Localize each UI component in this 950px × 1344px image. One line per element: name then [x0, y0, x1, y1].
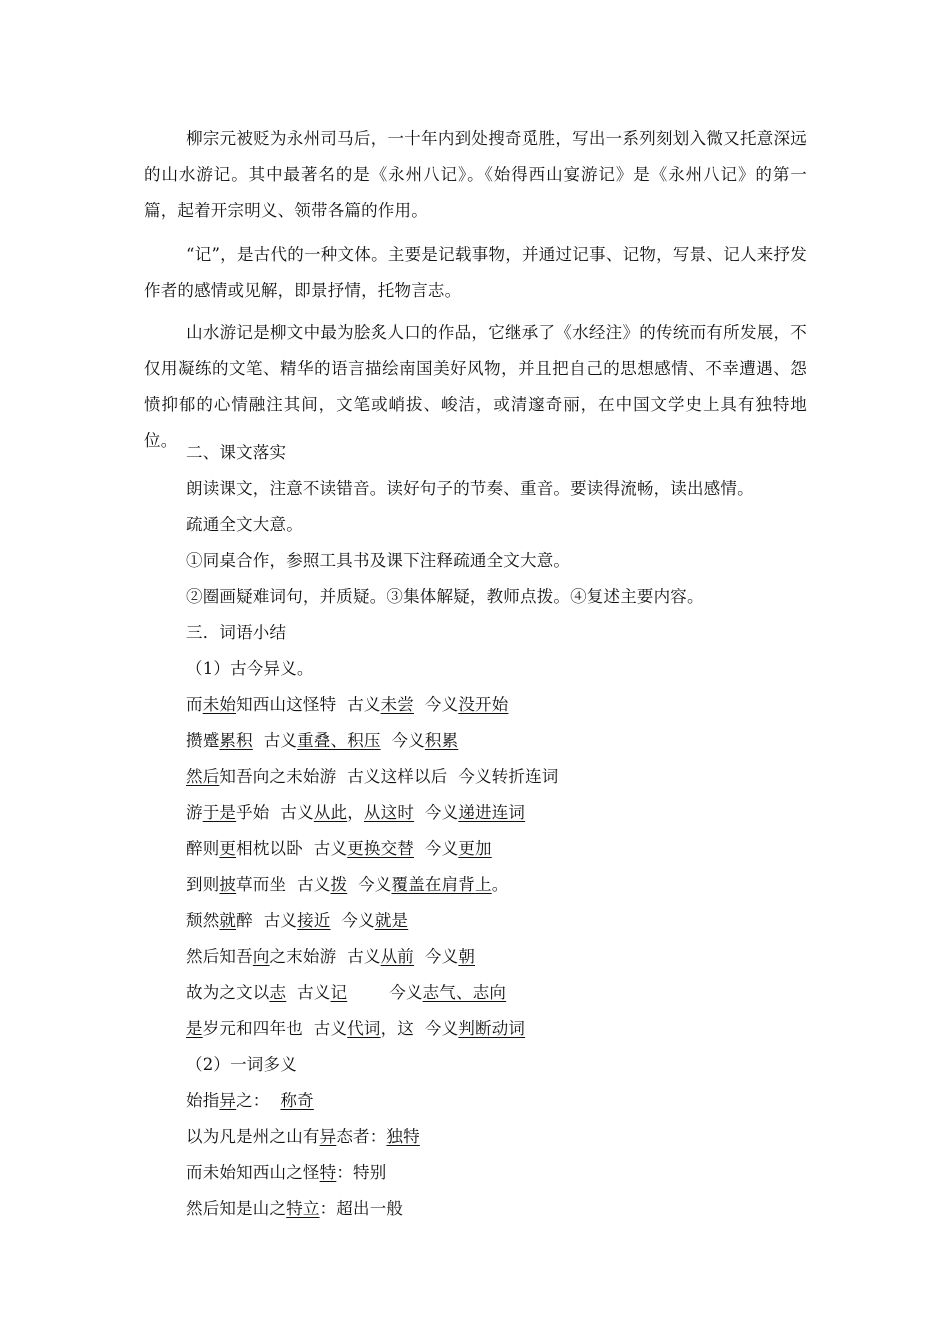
intro-paragraph-2 — [144, 237, 807, 309]
gujin-entry — [186, 911, 408, 931]
ancient-meaning: 代词 — [347, 1019, 381, 1038]
intro-paragraph-3 — [144, 315, 807, 459]
paragraph-text: “记”，是古代的一种文体。主要是记载事物，并通过记事、记物，写景、记人来抒发作者的感情或见解，即景抒情，托物言志。 — [144, 245, 807, 300]
entry-text: 到则 — [186, 875, 220, 894]
keyword: 是 — [186, 1019, 203, 1038]
keyword: 向 — [252, 947, 270, 966]
keyword: 披 — [219, 875, 237, 894]
keyword: 累积 — [219, 731, 253, 750]
ancient-meaning: 拨 — [330, 875, 348, 894]
entry-text: 颓然 — [186, 911, 220, 930]
ancient-meaning: 记 — [330, 983, 348, 1002]
intro-paragraph-1 — [144, 121, 807, 229]
ancient-meaning: 重叠、积压 — [297, 731, 381, 750]
keyword: 就 — [219, 911, 237, 930]
subsection-heading-duoyi: （2）一词多义 — [186, 1055, 297, 1074]
meaning: 独特 — [386, 1127, 420, 1146]
entry-text: 今义 — [414, 803, 459, 822]
keyword: 然后 — [186, 767, 220, 786]
entry-text: 故为之文以 — [186, 983, 270, 1002]
meaning: 称奇 — [280, 1091, 314, 1110]
entry-text: 之末始游 古义 — [269, 947, 381, 966]
gujin-entry — [186, 1019, 525, 1039]
gujin-entry — [186, 839, 492, 859]
entry-text: 今义 — [414, 695, 459, 714]
entry-text: 知吾向之未始游 古义这样以后 今义转折连词 — [219, 767, 559, 786]
entry-text: 知西山这怪特 古义 — [236, 695, 381, 714]
modern-meaning: 积累 — [424, 731, 459, 750]
entry-text: 相枕以卧 古义 — [236, 839, 348, 858]
paragraph-text: 柳宗元被贬为永州司马后，一十年内到处搜奇觅胜，写出一系列刻划入微又托意深远的山水游记。其中最著名的是《永州八记》。《始得西山宴游记》是《永州八记》的第一篇，起着开宗明义、领带各篇的作用。 — [144, 129, 807, 220]
keyword: 异 — [219, 1091, 237, 1110]
ancient-meaning: 从此 — [313, 803, 348, 822]
entry-text: 然后知吾 — [186, 947, 253, 966]
section-2-line: 疏通全文大意。 — [186, 515, 303, 534]
entry-text: 以为凡是州之山有 — [186, 1127, 320, 1146]
section-2-heading: 二、课文落实 — [186, 443, 287, 462]
entry-text: 古义 — [286, 983, 331, 1002]
gujin-entry — [186, 695, 508, 715]
keyword: 特立 — [286, 1199, 320, 1218]
entry-text: 今义 — [414, 947, 459, 966]
modern-meaning: 朝 — [458, 947, 476, 966]
section-2-line: ①同桌合作，参照工具书及课下注释疏通全文大意。 — [186, 551, 571, 570]
entry-text: 而未始知西山之怪 — [186, 1163, 320, 1182]
entry-text: 。 — [491, 875, 509, 894]
modern-meaning: 判断动词 — [458, 1019, 526, 1038]
entry-text: 乎始 古义 — [236, 803, 314, 822]
ancient-meaning: 未尝 — [380, 695, 415, 714]
entry-text: 醉则 — [186, 839, 220, 858]
entry-text: 始指 — [186, 1091, 220, 1110]
ancient-meaning: 从这时 — [363, 803, 415, 822]
gujin-entry — [186, 803, 525, 823]
duoyi-entry — [186, 1199, 403, 1219]
entry-text: 醉 古义 — [236, 911, 298, 930]
entry-text: ：特别 — [336, 1163, 387, 1182]
entry-text: 今义 — [347, 875, 392, 894]
entry-text: 草而坐 古义 — [236, 875, 331, 894]
keyword: 更 — [219, 839, 237, 858]
entry-text: 而 — [186, 695, 203, 714]
entry-text: 之： — [236, 1091, 281, 1110]
ancient-meaning: 从前 — [380, 947, 415, 966]
modern-meaning: 没开始 — [458, 695, 509, 714]
gujin-entry — [186, 983, 506, 1003]
entry-text: 今义 — [389, 983, 423, 1002]
gujin-entry — [186, 875, 508, 895]
entry-text: 今义 — [330, 911, 375, 930]
entry-text: ， — [347, 803, 364, 822]
keyword: 异 — [319, 1127, 337, 1146]
section-3-heading: 三．词语小结 — [186, 623, 287, 642]
entry-text: 然后知是山之 — [186, 1199, 287, 1218]
keyword: 志 — [269, 983, 287, 1002]
gujin-entry — [186, 947, 475, 967]
entry-text: 攒蹙 — [186, 731, 220, 750]
ancient-meaning: 接近 — [297, 911, 331, 930]
keyword: 特 — [319, 1163, 337, 1182]
keyword: 于是 — [202, 803, 237, 822]
duoyi-entry — [186, 1127, 420, 1147]
gujin-entry — [186, 731, 458, 751]
duoyi-entry — [186, 1091, 314, 1111]
duoyi-entry — [186, 1163, 386, 1183]
paragraph-text: 山水游记是柳文中最为脍炙人口的作品，它继承了《水经注》的传统而有所发展，不仅用凝练的文笔、精华的语言描绘南国美好风物，并且把自己的思想感情、不幸遭遇、怨愤抑郁的心情融注其间，文笔或峭拔、峻洁，或清邃奇丽，在中国文学史上具有独特地位。 — [144, 323, 807, 450]
gujin-entry — [186, 767, 559, 787]
section-2-line: ②圈画疑难词句，并质疑。③集体解疑，教师点拨。④复述主要内容。 — [186, 587, 704, 606]
ancient-meaning: 更换交替 — [347, 839, 415, 858]
modern-meaning: 志气、志向 — [422, 983, 507, 1002]
modern-meaning: 就是 — [374, 911, 409, 930]
section-2-line: 朗读课文，注意不读错音。读好句子的节奏、重音。要读得流畅，读出感情。 — [186, 479, 754, 498]
entry-text: ：超出一般 — [319, 1199, 404, 1218]
entry-text: 今义 — [380, 731, 425, 750]
entry-text: 游 — [186, 803, 203, 822]
entry-text: ，这 今义 — [380, 1019, 459, 1038]
entry-text: 古义 — [252, 731, 298, 750]
entry-text: 岁元和四年也 古义 — [202, 1019, 348, 1038]
entry-text: 今义 — [414, 839, 459, 858]
entry-text: 态者： — [336, 1127, 387, 1146]
modern-meaning: 递进连词 — [458, 803, 526, 822]
subsection-heading-gujin: （1）古今异义。 — [186, 659, 314, 678]
modern-meaning: 更加 — [458, 839, 492, 858]
keyword: 未始 — [202, 695, 237, 714]
modern-meaning: 覆盖在肩背上 — [391, 875, 492, 894]
